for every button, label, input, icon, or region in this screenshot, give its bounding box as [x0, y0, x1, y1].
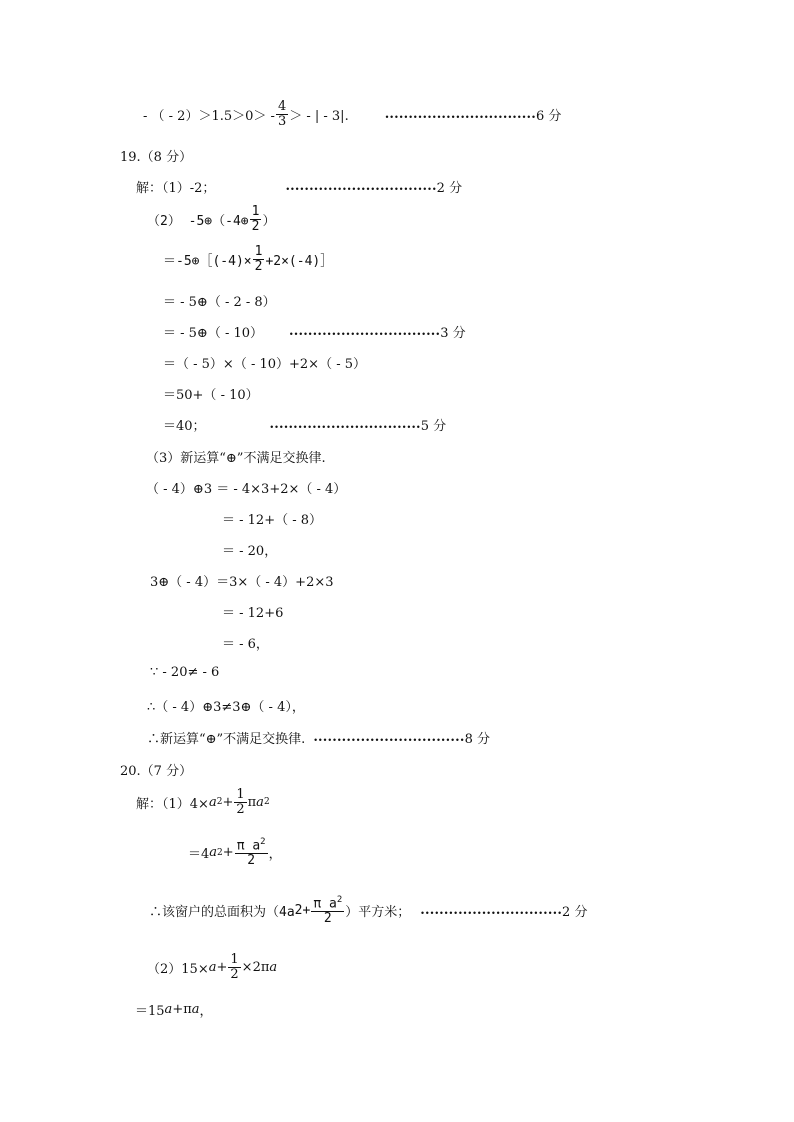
- dot-leader: ................................: [313, 730, 465, 745]
- dot-leader: ................................: [269, 417, 421, 432]
- step-19-15: ＝ - 6，: [222, 637, 269, 652]
- dot-leader: ................................: [384, 106, 536, 122]
- score-label: 5 分: [420, 419, 447, 434]
- step-20-2: ＝4 a 2 + $\frac{\pi a^2}{2}$ ，: [188, 837, 282, 868]
- step-19-18: ∴新运算“⊕”不满足交换律. ................................ 8 分: [147, 730, 490, 747]
- question-19-title: 19.（8 分）: [120, 150, 193, 165]
- step-19-10: （ - 4）⊕3 ＝ - 4×3+2×（ - 4）: [146, 482, 347, 497]
- score-label: 2 分: [562, 905, 588, 921]
- fraction: $\frac{\pi a^2}{2}$: [236, 837, 266, 868]
- score-label: 6 分: [535, 108, 562, 124]
- step-20-5: ＝15 a +π a ，: [135, 1002, 213, 1019]
- step-19-5: ＝ - 5⊕（ - 10） ................................ 3 分: [163, 324, 466, 341]
- score-label: 3 分: [440, 326, 466, 341]
- dot-leader: ................................: [285, 179, 437, 194]
- step-19-3: ＝-5⊕［(-4)× $\frac{1}{2}$ +2×(-4)］: [163, 244, 334, 274]
- step-20-1: 解：（1）4× a 2 + $\frac{1}{2}$ π a 2: [136, 787, 270, 817]
- step-19-8: ＝40； ................................ 5 分: [163, 417, 447, 434]
- step-19-14: ＝ - 12+6: [222, 606, 284, 621]
- score-label: 2 分: [436, 181, 463, 196]
- dot-leader: ................................: [289, 324, 441, 339]
- step-20-4: （2）15× a + $\frac{1}{2}$ ×2π a: [147, 952, 278, 982]
- step-20-3: ∴该窗户的总面积为 （4a 2 + $\frac{\pi a^2}{2}$ ） 平方米； .............................. 2 分: [149, 895, 588, 926]
- inequality-line: - （ - 2）＞1.5＞0＞ - $\frac{4}{3}$ ＞ - | - 3|. ................................ 6 分: [143, 99, 562, 129]
- step-19-13: 3⊕（ - 4）＝3×（ - 4）+2×3: [150, 575, 334, 590]
- fraction: $\frac{1}{2}$: [236, 787, 245, 817]
- fraction: $\frac{4}{3}$: [277, 99, 287, 129]
- fraction: $\frac{1}{2}$: [230, 952, 239, 982]
- step-19-4: ＝ - 5⊕（ - 2 - 8）: [163, 295, 276, 310]
- step-19-2: （2） -5⊕（-4⊕ $\frac{1}{2}$ ）: [147, 204, 276, 234]
- step-19-1: 解：（1）-2； ................................ 2 分: [136, 179, 463, 196]
- question-20-title: 20.（7 分）: [120, 764, 193, 779]
- step-19-11: ＝ - 12+（ - 8）: [222, 513, 323, 528]
- step-19-16: ∵ - 20≠ - 6: [150, 665, 220, 680]
- step-19-7: ＝50+（ - 10）: [163, 388, 259, 403]
- step-19-12: ＝ - 20，: [222, 544, 278, 559]
- score-label: 8 分: [464, 732, 490, 747]
- step-19-9: （3）新运算“⊕”不满足交换律.: [146, 451, 326, 466]
- fraction: $\frac{1}{2}$: [254, 244, 263, 274]
- fraction: $\frac{1}{2}$: [251, 204, 260, 234]
- step-19-6: ＝（ - 5）×（ - 10）+2×（ - 5）: [163, 357, 367, 372]
- dot-leader: ..............................: [420, 903, 563, 919]
- fraction: $\frac{\pi a^2}{2}$: [313, 895, 343, 926]
- step-19-17: ∴（ - 4）⊕3≠3⊕（ - 4），: [147, 700, 305, 715]
